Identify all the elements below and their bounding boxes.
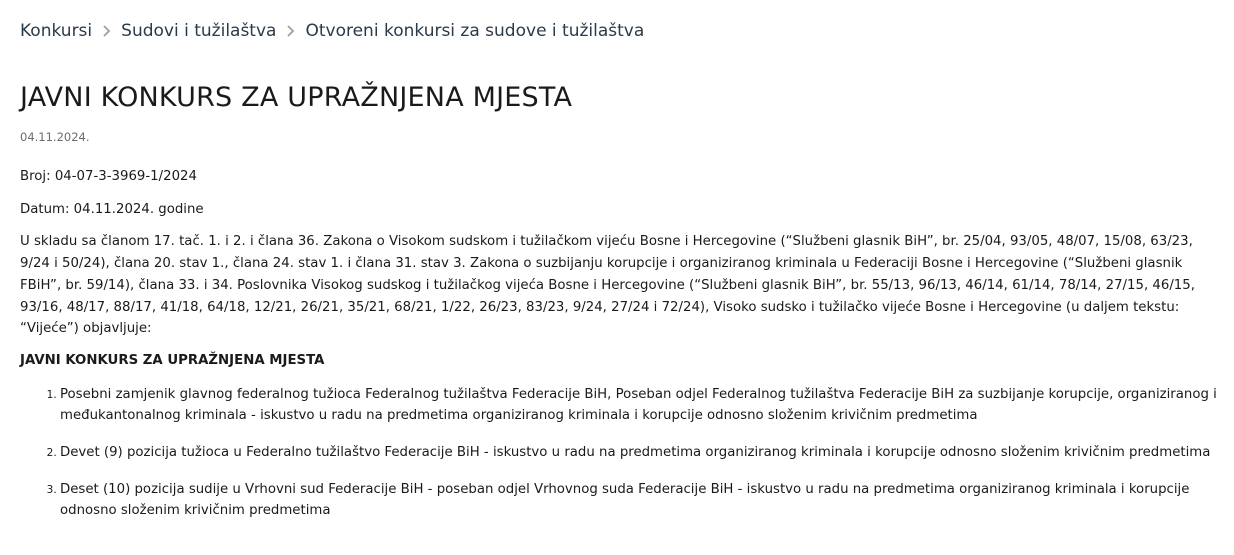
document-number: Broj: 04-07-3-3969-1/2024 bbox=[20, 169, 197, 184]
section-heading: JAVNI KONKURS ZA UPRAŽNJENA MJESTA bbox=[20, 352, 325, 368]
breadcrumb-item-konkursi[interactable]: Konkursi bbox=[20, 21, 93, 41]
publication-date: 04.11.2024. bbox=[20, 130, 90, 144]
article-body bbox=[20, 166, 1220, 537]
document-date: Datum: 04.11.2024. godine bbox=[20, 201, 204, 217]
chevron-right-icon bbox=[286, 25, 295, 37]
positions-list bbox=[20, 384, 1220, 523]
breadcrumb-item-otvoreni-konkursi[interactable]: Otvoreni konkursi za sudove i tužilaštva bbox=[305, 21, 645, 41]
page-title: JAVNI KONKURS ZA UPRAŽNJENA MJESTA bbox=[20, 82, 573, 113]
chevron-right-icon bbox=[102, 25, 111, 37]
list-item: 1. Posebni zamjenik glavnog federalnog tužioca Federalnog tužilaštva Federacije BiH, Poseban odjel Federalnog tužilaštva Federacije BiH za suzbijanje korupcije, organiziranog i međukantonalnog kriminala - iskustvo u radu na predmetima organiziranog kriminala i korupcije odnosno složenim krivičnim predmetima bbox=[60, 384, 1220, 427]
breadcrumb bbox=[20, 21, 644, 41]
intro-paragraph: U skladu sa članom 17. tač. 1. i 2. i člana 36. Zakona o Visokom sudskom i tužilačkom vijeću Bosne i Hercegovine (“Službeni glasnik BiH”, br. 25/04, 93/05, 48/07, 15/08, 63/23, 9/24 i 50/24), člana 20. stav 1., člana 24. stav 1. i člana 31. stav 3. Zakona o suzbijanju korupcije i organiziranog kriminala u Federaciji Bosne i Hercegovine (“Službeni glasnik FBiH”, br. 59/14), člana 33. i 34. Poslovnika Visokog sudskog i tužilačkog vijeća Bosne i Hercegovine (“Službeni glasnik BiH”, br. 55/13, 96/13, 46/14, 61/14, 78/14, 27/15, 46/15, 93/16, 48/17, 88/17, 41/18, 64/18, 12/21, 26/21, 35/21, 68/21, 1/22, 26/23, 83/23, 9/24, 27/24 i 72/24), Visoko sudsko i tužilačko vijeće Bosne i Hercegovine (u daljem tekstu: “Vijeće”) objavljuje: bbox=[20, 234, 1195, 337]
list-item: 3. Deset (10) pozicija sudije u Vrhovni sud Federacije BiH - poseban odjel Vrhovnog suda Federacije BiH - iskustvo u radu na predmetima organiziranog kriminala i korupcije odnosno složenim krivičnim predmetima bbox=[60, 479, 1220, 522]
list-item: 2. Devet (9) pozicija tužioca u Federalno tužilaštvo Federacije BiH - iskustvo u radu na predmetima organiziranog kriminala i korupcije odnosno složenim krivičnim predmetima bbox=[60, 442, 1220, 464]
breadcrumb-item-sudovi-i-tuzilastva[interactable]: Sudovi i tužilaštva bbox=[121, 21, 277, 41]
